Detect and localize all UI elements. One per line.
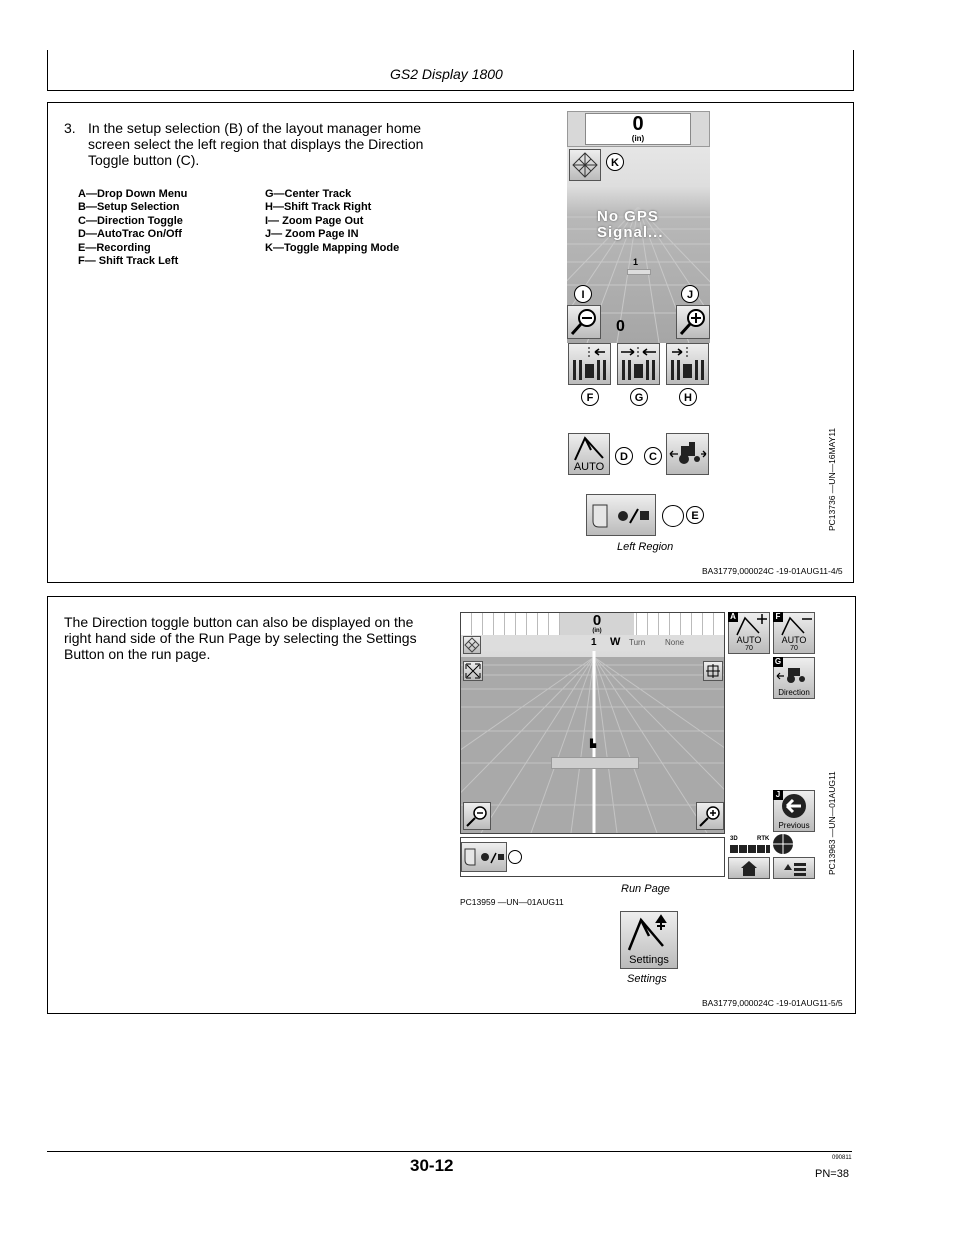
section-1 <box>47 102 854 583</box>
run-offtrack-unit: (in) <box>592 628 602 634</box>
zoom-value: 0 <box>616 318 625 335</box>
run-fullscreen-button[interactable] <box>463 661 483 681</box>
step-text: In the setup selection (B) of the layout manager home screen select the left region that displays the Direction Toggle button (C). <box>88 120 424 168</box>
auto-label: AUTO <box>573 461 605 473</box>
legend-item: C—Direction Toggle <box>78 214 183 227</box>
recording-icon <box>587 495 655 535</box>
image-code-2: PC13963 —UN—01AUG11 <box>827 771 837 875</box>
settings-label: Settings <box>629 954 669 966</box>
callout-d: D <box>615 447 633 465</box>
run-heading: W <box>610 636 621 648</box>
callout-g: G <box>630 388 648 406</box>
callout-e: E <box>686 506 704 524</box>
offtrack-readout <box>585 113 691 145</box>
globe-lines <box>773 834 793 854</box>
mapping-grid-icon <box>570 150 600 180</box>
steering-icon <box>569 434 609 462</box>
callout-i: I <box>574 285 592 303</box>
center-track-button[interactable] <box>617 343 660 385</box>
gps-rtk-label: RTK <box>757 836 770 842</box>
expand-icon <box>464 662 482 680</box>
callout-h: H <box>679 388 697 406</box>
ref-code-1: BA31779,000024C -19-01AUG11-4/5 <box>702 566 843 576</box>
shift-track-left-button[interactable] <box>568 343 611 385</box>
footer-line <box>47 1151 852 1152</box>
home-icon <box>729 858 769 878</box>
legend-item: H—Shift Track Right <box>265 201 372 214</box>
legend-item: B—Setup Selection <box>78 201 180 214</box>
run-offtrack-readout <box>560 613 634 635</box>
legend-right <box>265 188 399 255</box>
zoom-in-icon <box>677 306 709 338</box>
footer-small-code: 090811 <box>832 1155 852 1161</box>
auto2-label: AUTO <box>781 635 807 645</box>
legend-item: I— Zoom Page Out <box>265 214 364 227</box>
menu-icon <box>774 858 814 878</box>
shift-right-icon <box>667 344 708 384</box>
tractor-direction-icon <box>667 434 708 474</box>
zoom-in-icon <box>697 803 723 829</box>
gps-signal-bar <box>730 845 770 853</box>
mapping-mode-button[interactable] <box>569 149 601 181</box>
figure-caption-2: Run Page <box>621 883 670 895</box>
record-status-indicator <box>662 505 684 527</box>
pass-number: 1 <box>633 257 639 267</box>
menu-button[interactable] <box>773 857 815 879</box>
legend-item: A—Drop Down Menu <box>78 188 188 200</box>
page-number: 30-12 <box>410 1156 454 1175</box>
figure-caption-1: Left Region <box>617 541 674 553</box>
run-offtrack-value: 0 <box>592 612 602 629</box>
direction-toggle-button[interactable] <box>666 433 709 475</box>
settings-steering-icon <box>621 912 677 954</box>
center-track-icon <box>618 344 659 384</box>
run-implement-bar <box>551 757 639 769</box>
offtrack-value: 0 <box>632 113 644 135</box>
previous-label: Previous <box>778 821 810 830</box>
globe-icon <box>773 834 793 854</box>
run-recording-button[interactable] <box>461 842 507 872</box>
view-toggle-icon <box>704 662 722 680</box>
step-number: 3. <box>64 120 76 136</box>
left-region-figure <box>567 111 710 537</box>
no-gps-line1: No GPS <box>597 208 659 225</box>
auto2-value: 70 <box>790 645 798 652</box>
run-zoom-in-button[interactable] <box>696 802 724 830</box>
legend-item: F— Shift Track Left <box>78 255 179 268</box>
zoom-in-button[interactable] <box>676 305 710 339</box>
badge-a: A <box>728 612 738 622</box>
run-pass-number: 1 <box>591 637 597 648</box>
no-gps-message <box>597 209 664 241</box>
gps-3d-label: 3D <box>730 836 738 842</box>
run-page-figure <box>460 612 816 880</box>
badge-f: F <box>773 612 783 622</box>
legend-item: D—AutoTrac On/Off <box>78 228 182 241</box>
auto1-value: 70 <box>745 645 753 652</box>
settings-caption: Settings <box>627 973 667 985</box>
shift-track-right-button[interactable] <box>666 343 709 385</box>
legend-item: K—Toggle Mapping Mode <box>265 241 400 254</box>
zoom-out-button[interactable] <box>567 305 601 339</box>
implement-bar <box>627 269 651 275</box>
image-code-1: PC13736 —UN—16MAY11 <box>827 427 837 531</box>
recording-button[interactable] <box>586 494 656 536</box>
autotrac-button[interactable] <box>568 433 610 475</box>
legend-left <box>78 188 187 268</box>
shift-left-icon <box>569 344 610 384</box>
legend-item: J— Zoom Page IN <box>265 228 359 241</box>
recording-icon <box>462 843 506 871</box>
callout-j: J <box>681 285 699 303</box>
auto1-label: AUTO <box>736 635 762 645</box>
section2-text: The Direction toggle button can also be displayed on the right hand side of the Run Page by selecting the Settings Button on the run page. <box>64 614 417 662</box>
run-view-toggle-button[interactable] <box>703 661 723 681</box>
home-button[interactable] <box>728 857 770 879</box>
image-code-3: PC13959 —UN—01AUG11 <box>460 897 564 907</box>
legend-item: E—Recording <box>78 241 151 254</box>
run-vehicle-icon: ▙ <box>590 739 597 748</box>
offtrack-unit: (in) <box>631 134 645 143</box>
badge-g: G <box>774 657 782 666</box>
zoom-out-icon <box>464 803 490 829</box>
header-title: GS2 Display 1800 <box>390 66 503 82</box>
callout-k: K <box>606 153 624 171</box>
badge-j: J <box>773 790 783 800</box>
ref-code-2: BA31779,000024C -19-01AUG11-5/5 <box>702 998 843 1008</box>
run-record-indicator <box>508 850 522 864</box>
legend-item: G—Center Track <box>265 188 352 200</box>
run-view <box>460 612 725 834</box>
run-zoom-out-button[interactable] <box>463 802 491 830</box>
settings-button[interactable] <box>620 911 678 969</box>
run-mapping-button[interactable] <box>463 636 481 654</box>
footer-pn: PN=38 <box>815 1168 849 1180</box>
run-none-label: None <box>665 638 685 647</box>
mapping-grid-icon <box>464 637 480 653</box>
no-gps-line2: Signal... <box>597 224 664 241</box>
run-info-bar <box>483 635 724 651</box>
callout-f: F <box>581 388 599 406</box>
run-turn-label: Turn <box>629 638 646 647</box>
callout-c: C <box>644 447 662 465</box>
direction-label: Direction <box>778 688 810 697</box>
zoom-out-icon <box>568 306 600 338</box>
